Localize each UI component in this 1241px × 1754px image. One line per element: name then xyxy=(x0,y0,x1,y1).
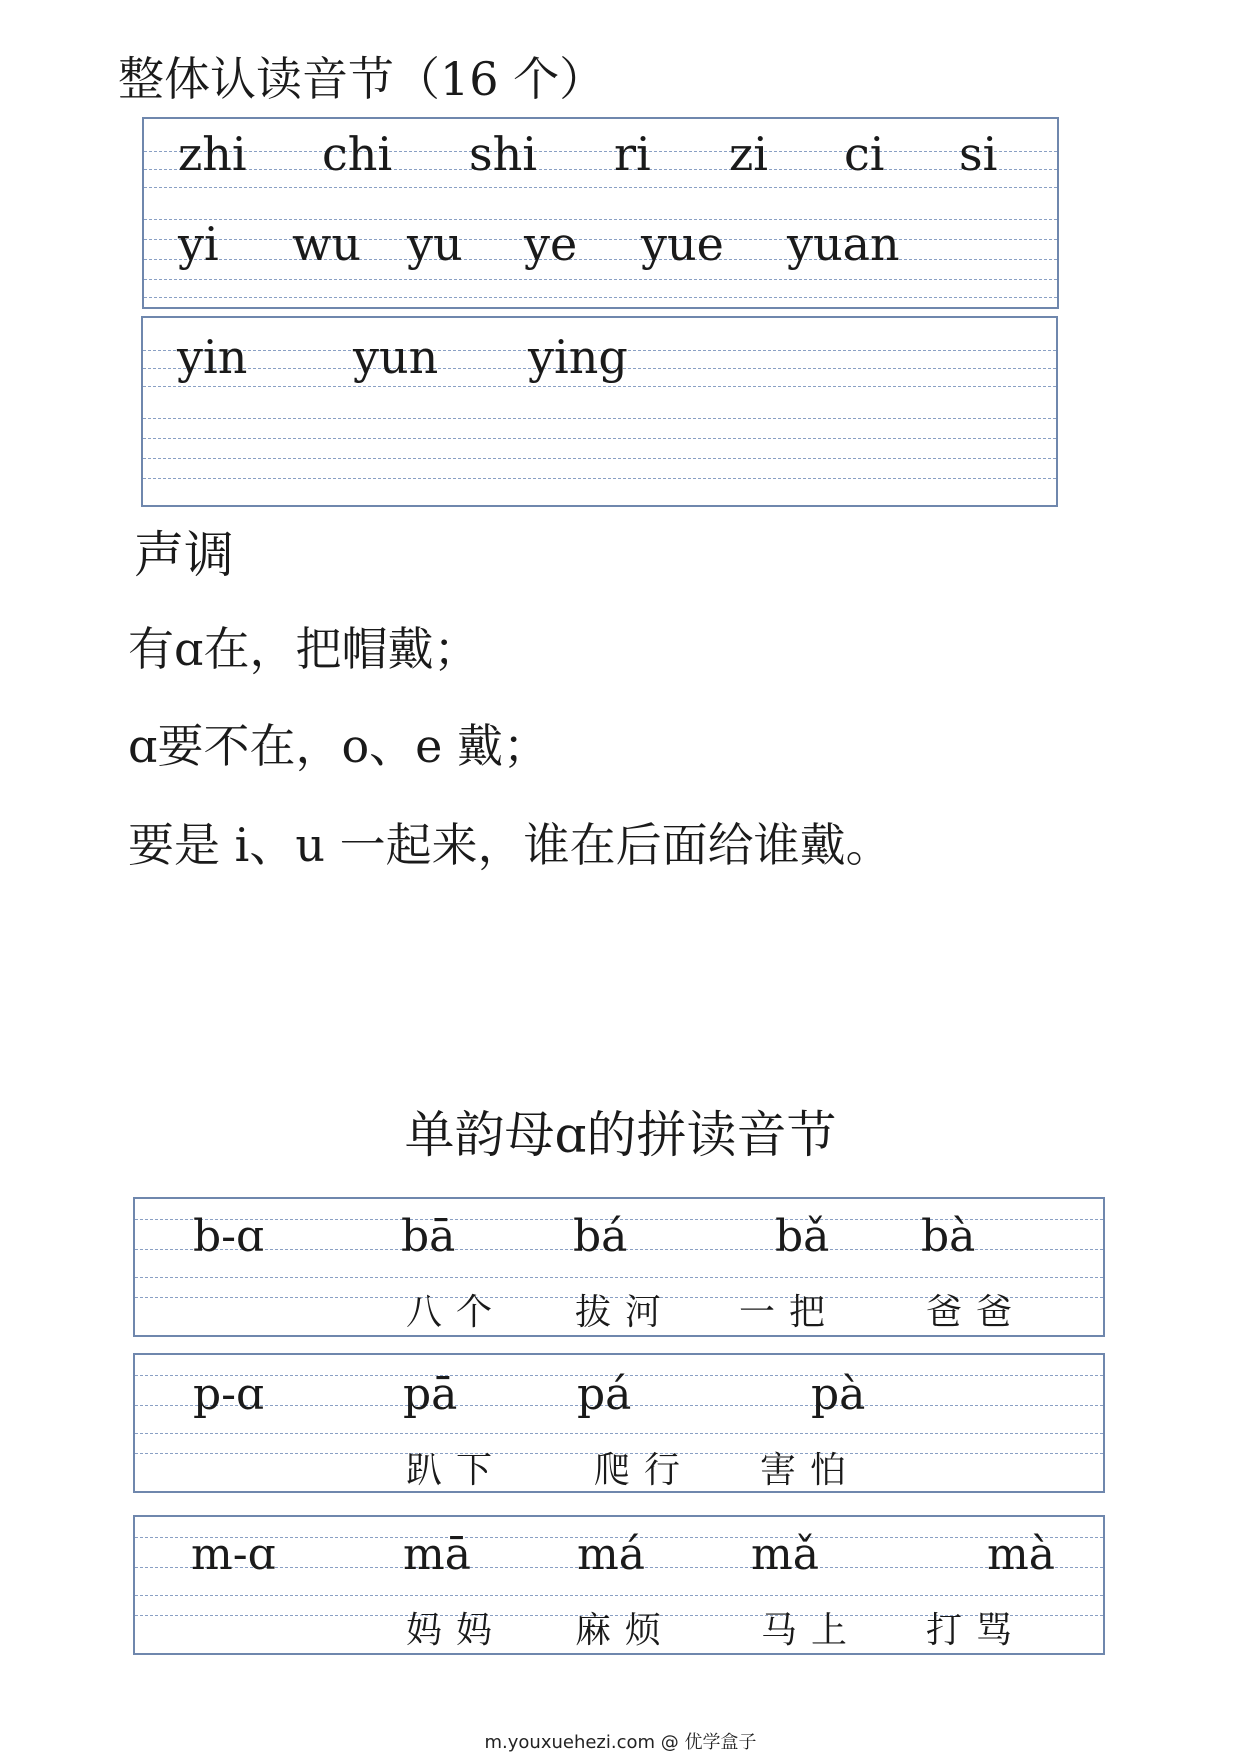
tone-syllable: bā xyxy=(401,1211,456,1262)
example-word: 八个 xyxy=(406,1292,507,1333)
tones-title: 声调 xyxy=(134,526,234,584)
tone-syllable: mǎ xyxy=(751,1529,819,1580)
syllable: yue xyxy=(641,217,724,271)
syllable: yuan xyxy=(787,217,900,271)
syllable: ye xyxy=(524,217,578,271)
syllable: yu xyxy=(407,217,463,271)
example-word: 马上 xyxy=(761,1610,862,1651)
tone-rule-line-2: ɑ要不在，o、e 戴； xyxy=(128,719,549,773)
pinyin-box-1 xyxy=(142,117,1059,309)
syllable: ci xyxy=(844,127,885,181)
initial-final-label: b-ɑ xyxy=(193,1211,265,1262)
syllable: yin xyxy=(177,330,248,384)
syllable: shi xyxy=(469,127,537,181)
initial-final-label: p-ɑ xyxy=(193,1369,265,1420)
syllable: zhi xyxy=(178,127,247,181)
example-word: 趴下 xyxy=(406,1450,507,1491)
footer-watermark: m.youxuehezi.com @ 优学盒子 xyxy=(484,1732,757,1753)
syllable-group-b xyxy=(133,1197,1105,1337)
syllable: yun xyxy=(353,330,439,384)
tone-rule-line-3: 要是 i、u 一起来，谁在后面给谁戴。 xyxy=(128,818,892,872)
example-word: 麻烦 xyxy=(575,1610,676,1651)
section-title-a-syllables: 单韵母ɑ的拼读音节 xyxy=(404,1106,837,1164)
example-word: 打骂 xyxy=(926,1610,1027,1651)
pinyin-box-2 xyxy=(141,316,1058,507)
example-word: 妈妈 xyxy=(406,1610,507,1651)
tone-syllable: bǎ xyxy=(775,1211,830,1262)
example-word: 害怕 xyxy=(760,1450,861,1491)
tone-syllable: má xyxy=(577,1529,645,1580)
example-word: 爸爸 xyxy=(926,1292,1027,1333)
tone-rule-line-1: 有ɑ在，把帽戴； xyxy=(128,622,480,676)
syllable: yi xyxy=(178,217,219,271)
tone-syllable: pá xyxy=(577,1369,632,1420)
syllable-group-p xyxy=(133,1353,1105,1493)
syllable: zi xyxy=(729,127,768,181)
syllable: ri xyxy=(614,127,651,181)
example-word: 一把 xyxy=(739,1292,840,1333)
section-title-whole-syllables: 整体认读音节（16 个） xyxy=(118,52,606,106)
syllable: si xyxy=(959,127,998,181)
tone-syllable: mà xyxy=(987,1529,1055,1580)
syllable: wu xyxy=(292,217,361,271)
example-word: 爬行 xyxy=(594,1450,695,1491)
syllable: chi xyxy=(322,127,393,181)
syllable-group-m xyxy=(133,1515,1105,1655)
initial-final-label: m-ɑ xyxy=(191,1529,276,1580)
example-word: 拔河 xyxy=(575,1292,676,1333)
tone-syllable: bá xyxy=(573,1211,628,1262)
syllable: ying xyxy=(528,330,628,384)
tone-syllable: mā xyxy=(403,1529,471,1580)
tone-syllable: pā xyxy=(403,1369,458,1420)
tone-syllable: pà xyxy=(811,1369,866,1420)
tone-syllable: bà xyxy=(921,1211,976,1262)
